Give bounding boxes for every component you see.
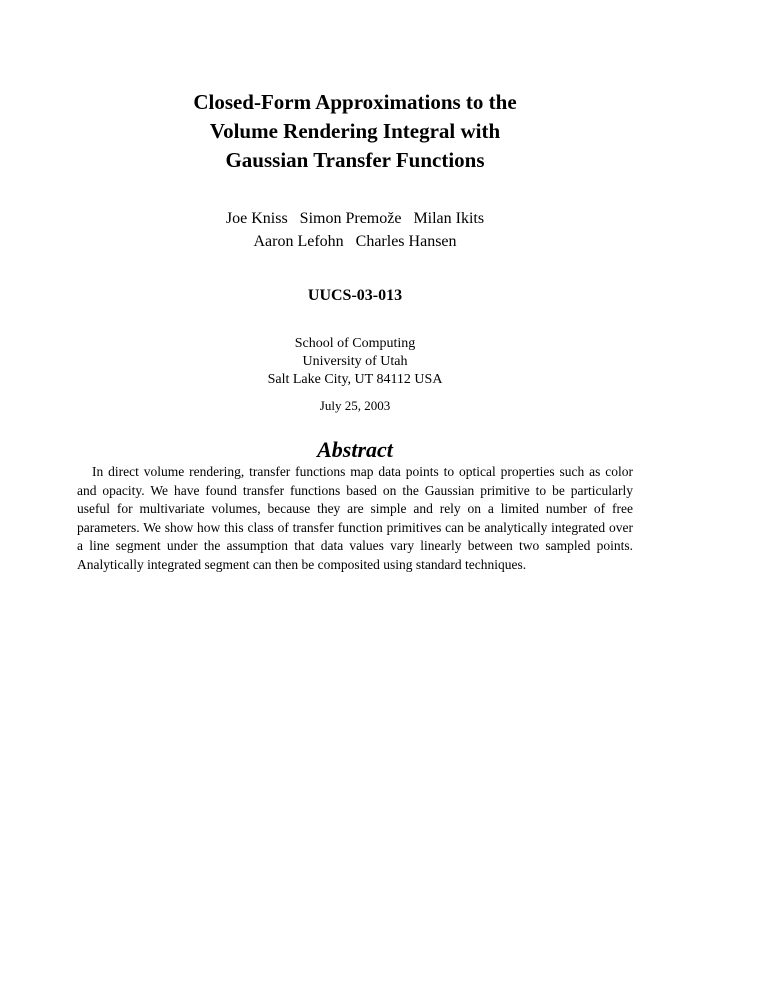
author-name: Charles Hansen xyxy=(355,233,457,250)
abstract-heading: Abstract xyxy=(317,437,393,462)
title-line: Gaussian Transfer Functions xyxy=(225,148,485,172)
title-line: Closed-Form Approximations to the xyxy=(193,90,517,114)
publication-date: July 25, 2003 xyxy=(319,398,391,413)
affiliation-line: University of Utah xyxy=(302,354,408,369)
affiliation-line: School of Computing xyxy=(294,336,416,351)
author-name: Aaron Lefohn xyxy=(253,233,344,250)
author-row xyxy=(0,230,710,253)
author-name: Simon Premože xyxy=(299,210,402,227)
author-name: Joe Kniss xyxy=(225,210,288,227)
affiliation xyxy=(0,335,710,389)
paper-title xyxy=(0,88,710,175)
title-line: Volume Rendering Integral with xyxy=(209,119,501,143)
author-name: Milan Ikits xyxy=(413,210,485,227)
author-list xyxy=(0,207,710,253)
affiliation-line: Salt Lake City, UT 84112 USA xyxy=(267,372,443,387)
report-number: UUCS-03-013 xyxy=(307,287,403,304)
author-row xyxy=(0,207,710,230)
abstract-body: In direct volume rendering, transfer functions map data points to optical properties such as color and opacity. We have found transfer functions based on the Gaussian primitive to be particularly useful for multivariate volumes, because they are simple and rely on a limited number of free parameters. We show how this class of transfer function primitives can be analytically integrated over a line segment under the assumption that data values vary linearly between two sampled points. Analytically integrated segment can then be composited using standard techniques. xyxy=(77,464,633,572)
